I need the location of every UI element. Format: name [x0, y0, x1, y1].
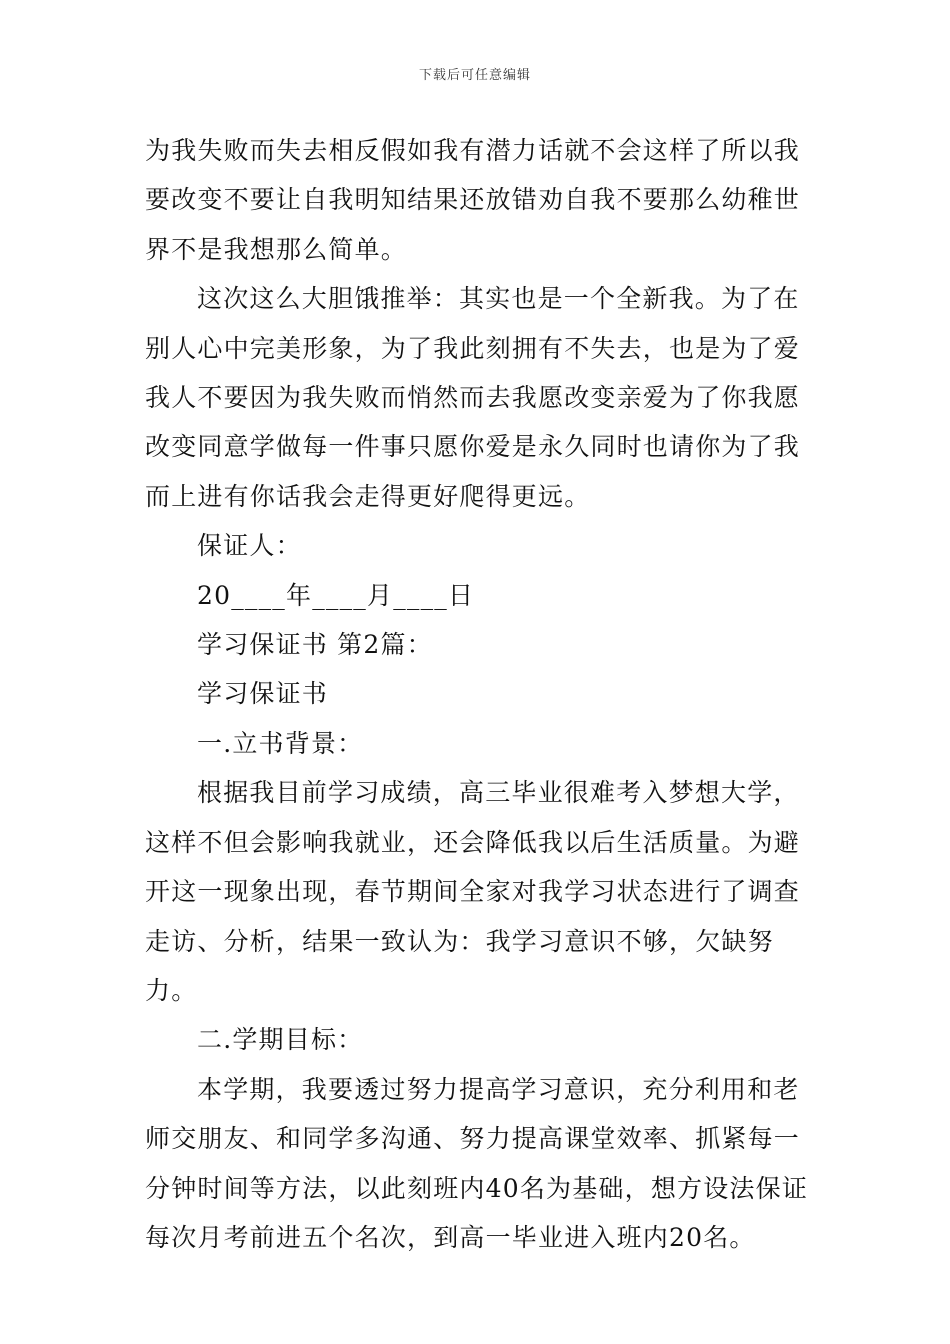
section-heading-part2: 学习保证书 第2篇： — [197, 630, 433, 660]
heading-term-goal: 二.学期目标： — [197, 1025, 364, 1055]
page-header-note: 下载后可任意编辑 — [418, 68, 531, 83]
paragraph-continuation: 为我失败而失去相反假如我有潜力话就不会这样了所以我要改变不要让自我明知结果还放错劝自我不要那么幼稚世界不是我想那么简单。 — [145, 136, 801, 264]
paragraph-term-goal: 本学期，我要透过努力提高学习意识，充分利用和老师交朋友、和同学多沟通、努力提高课堂效率、抓紧每一分钟时间等方法，以此刻班内40名为基础，想方设法保证每次月考前进五个名次，到高一毕业进入班内20名。 — [145, 1074, 809, 1252]
date-line: 20____年____月____日 — [197, 580, 475, 610]
paragraph-background: 根据我目前学习成绩，高三毕业很难考入梦想大学，这样不但会影响我就业，还会降低我以后生活质量。为避开这一现象出现，春节期间全家对我学习状态进行了调查走访、分析，结果一致认为：我学习意识不够，欠缺努力。 — [145, 778, 801, 1005]
document-body — [145, 126, 810, 1262]
guarantor-line: 保证人： — [197, 531, 302, 561]
heading-background: 一.立书背景： — [197, 728, 364, 758]
document-title: 学习保证书 — [197, 679, 329, 709]
paragraph-bold-choice: 这次这么大胆饿推举：其实也是一个全新我。为了在别人心中完美形象，为了我此刻拥有不失去，也是为了爱我人不要因为我失败而悄然而去我愿改变亲爱为了你我愿改变同意学做每一件事只愿你爱是永久同时也请你为了我而上进有你话我会走得更好爬得更远。 — [145, 284, 801, 511]
